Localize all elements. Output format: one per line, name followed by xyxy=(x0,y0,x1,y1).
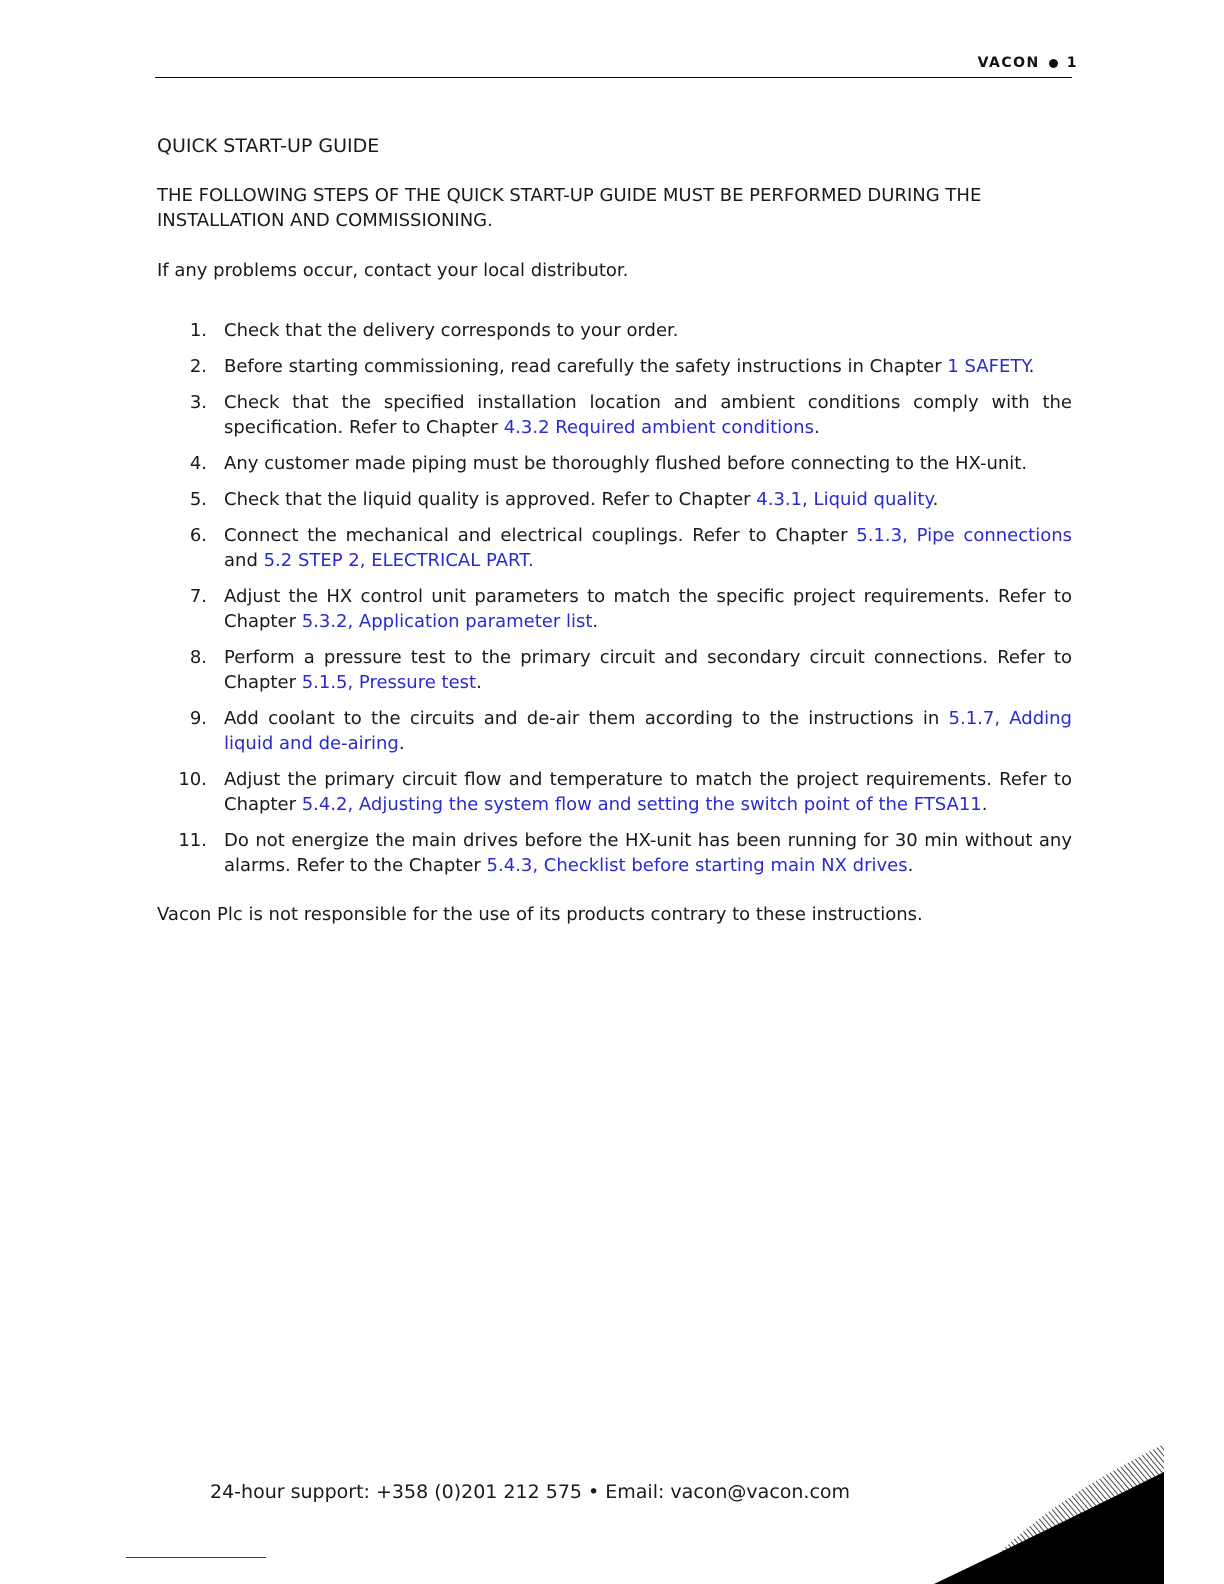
corner-swoosh-graphic xyxy=(934,1444,1164,1584)
step-number: 3. xyxy=(189,392,207,413)
step-text: Perform a pressure test to the primary circuit and secondary circuit connections. Refer to Chapter xyxy=(224,647,1072,693)
step-text-end: . xyxy=(813,417,820,438)
header-divider xyxy=(155,77,1072,78)
step-text: Before starting commissioning, read carefully the safety instructions in Chapter xyxy=(224,356,948,377)
chapter-link[interactable]: 5.4.3, Checklist before starting main NX drives xyxy=(486,855,908,876)
step-text-end: . xyxy=(981,794,988,815)
step-number: 7. xyxy=(189,586,207,607)
list-item xyxy=(157,584,1072,634)
step-text-end: . xyxy=(1028,356,1035,377)
step-text-end: . xyxy=(907,855,914,876)
step-number: 5. xyxy=(189,489,207,510)
step-text: Adjust the primary circuit flow and temperature to match the project requirements. Refer to Chapter xyxy=(224,769,1072,815)
page-title: QUICK START-UP GUIDE xyxy=(157,135,380,157)
disclaimer-paragraph: Vacon Plc is not responsible for the use of its products contrary to these instructions. xyxy=(157,904,923,925)
step-text-end: . xyxy=(592,611,599,632)
chapter-link[interactable]: 5.3.2, Application parameter list xyxy=(301,611,593,632)
page-header xyxy=(978,55,1078,71)
chapter-link[interactable]: 5.1.7, Adding liquid and de-airing xyxy=(224,708,1072,754)
step-text: Any customer made piping must be thoroughly flushed before connecting to the HX-unit. xyxy=(224,453,1028,474)
step-text: Connect the mechanical and electrical couplings. Refer to Chapter xyxy=(224,525,857,546)
step-number: 8. xyxy=(189,647,207,668)
list-item xyxy=(157,390,1072,440)
main-content xyxy=(157,134,1072,945)
chapter-link[interactable]: 1 SAFETY xyxy=(947,356,1029,377)
step-number: 4. xyxy=(189,453,207,474)
chapter-link[interactable]: 5.2 STEP 2, ELECTRICAL PART. xyxy=(263,550,534,571)
step-number: 2. xyxy=(189,356,207,377)
list-item xyxy=(157,487,1072,512)
step-text: Check that the specified installation location and ambient conditions comply with the specification. Refer to Chapter xyxy=(224,392,1072,438)
intro-paragraph: If any problems occur, contact your local distributor. xyxy=(157,260,629,281)
step-number: 1. xyxy=(189,320,207,341)
step-text-end: . xyxy=(398,733,405,754)
chapter-link[interactable]: 5.4.2, Adjusting the system flow and setting the switch point of the FTSA11 xyxy=(301,794,982,815)
instruction-paragraph: THE FOLLOWING STEPS OF THE QUICK START-UP GUIDE MUST BE PERFORMED DURING THE INSTALLATION AND COMMISSIONING. xyxy=(157,185,982,231)
list-item xyxy=(157,706,1072,756)
step-text: Check that the delivery corresponds to your order. xyxy=(224,320,679,341)
page-number: 1 xyxy=(1066,55,1078,71)
brand-name: VACON xyxy=(977,55,1040,71)
step-text-mid: and xyxy=(224,550,264,571)
chapter-link[interactable]: 4.3.1, Liquid quality xyxy=(756,489,933,510)
list-item xyxy=(157,828,1072,878)
step-text: Do not energize the main drives before the HX-unit has been running for 30 min without any alarms. Refer to the Chapter xyxy=(224,830,1072,876)
chapter-link[interactable]: 5.1.3, Pipe connections xyxy=(856,525,1072,546)
step-number: 9. xyxy=(189,708,207,729)
footer-support: 24-hour support: +358 (0)201 212 575 • Email: vacon@vacon.com xyxy=(210,1481,851,1503)
step-text-end: . xyxy=(476,672,482,693)
step-number: 10. xyxy=(178,769,207,790)
list-item xyxy=(157,645,1072,695)
step-number: 6. xyxy=(189,525,207,546)
list-item xyxy=(157,354,1072,379)
step-text-end: . xyxy=(932,489,939,510)
footer-divider xyxy=(126,1557,266,1558)
step-text: Check that the liquid quality is approved. Refer to Chapter xyxy=(224,489,757,510)
bullet-dot-icon xyxy=(1049,59,1058,68)
list-item xyxy=(157,523,1072,573)
steps-list xyxy=(157,318,1072,878)
list-item xyxy=(157,318,1072,343)
step-number: 11. xyxy=(178,830,207,851)
chapter-link[interactable]: 5.1.5, Pressure test xyxy=(301,672,477,693)
list-item xyxy=(157,451,1072,476)
list-item xyxy=(157,767,1072,817)
chapter-link[interactable]: 4.3.2 Required ambient conditions xyxy=(503,417,814,438)
step-text: Add coolant to the circuits and de-air them according to the instructions in xyxy=(224,708,949,729)
step-text: Adjust the HX control unit parameters to match the specific project requirements. Refer to Chapter xyxy=(224,586,1072,632)
